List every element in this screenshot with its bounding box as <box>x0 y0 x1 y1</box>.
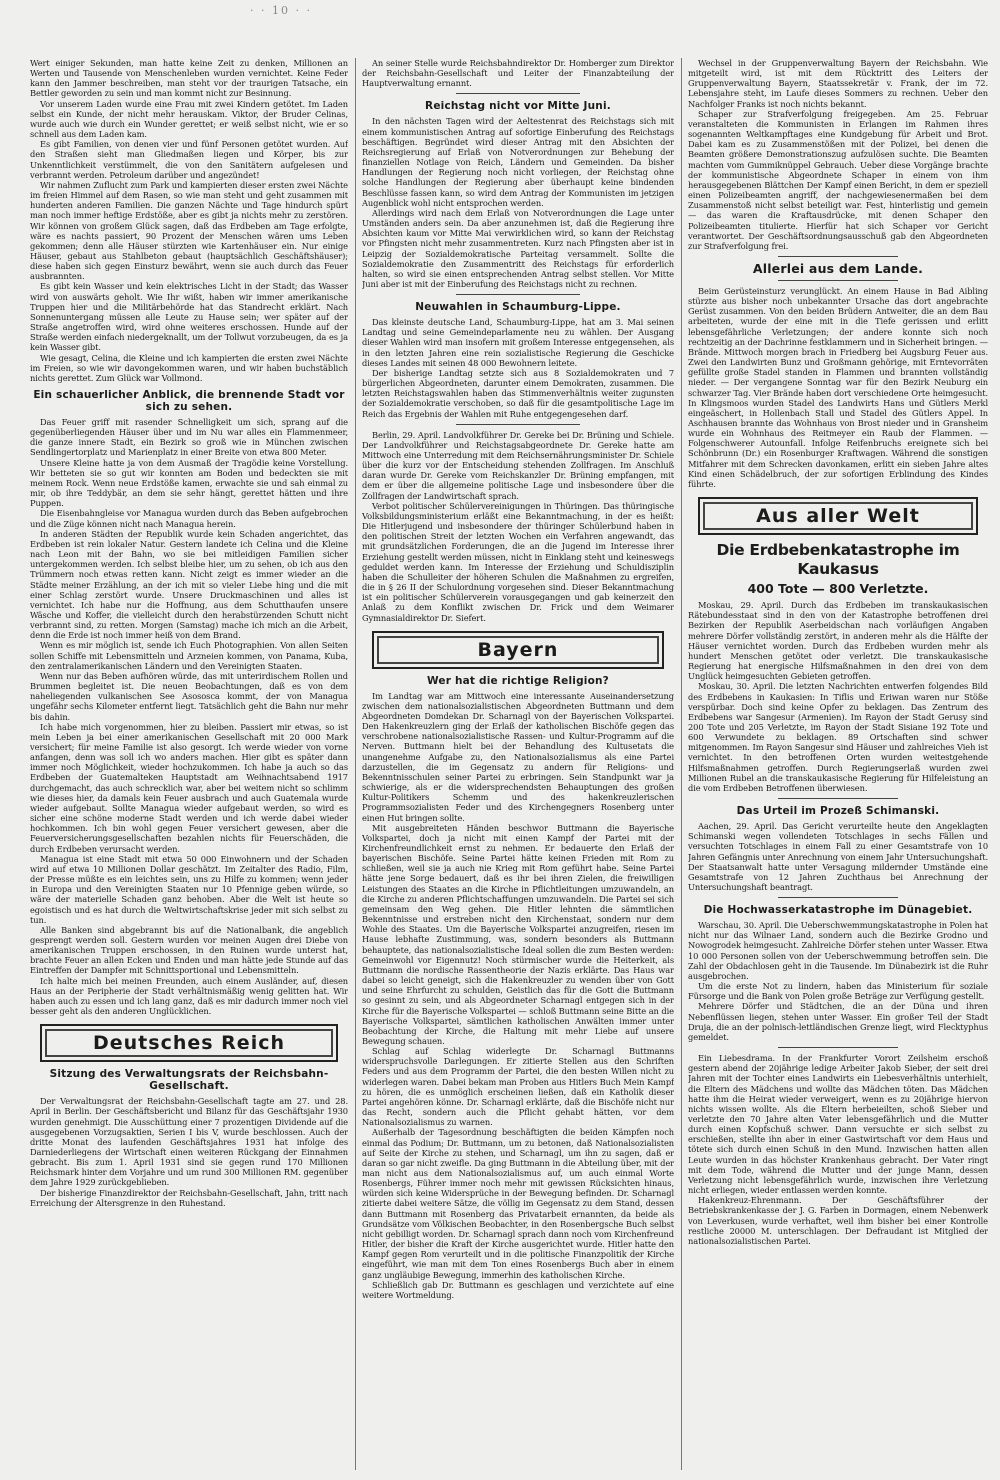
article-paragraph: Das Feuer griff mit rasender Schnelligkeit um sich, sprang auf die gegenüberliegenden Häuser über und im Nu war alles ein Flammenmeer, die ganze innere Stadt, ein Bezirk so groß wie in München zwischen Sendlingertorplatz und Marienplatz in einer Breite von etwa 800 Meter. <box>30 417 348 458</box>
article-paragraph: Die Eisenbahngleise vor Managua wurden durch das Beben aufgebrochen und die Züge können nicht nach Managua herein. <box>30 508 348 529</box>
article-paragraph: In den nächsten Tagen wird der Aeltestenrat des Reichstags sich mit einem kommunistischen Antrag auf sofortige Einberufung des Reichstags beschäftigen. Begründet wird dieser Antrag mit den Absichten der Reichsregierung auf Erlaß von Notverordnungen zur Behebung der finanziellen Notlage von Reich, Ländern und Gemeinden. Da bisher Handlungen der Regierung noch nicht vorliegen, der Reichstag ohne solche Handlungen der Regierung aber überhaupt keine bindenden Beschlüsse fassen kann, so wird dem Antrag der Kommunisten im jetzigen Augenblick wohl nicht entsprochen werden. <box>362 116 674 208</box>
divider <box>456 294 581 295</box>
column-3 <box>688 58 988 1470</box>
article-paragraph: Außerhalb der Tagesordnung beschäftigten die beiden Kämpfen noch einmal das Podium; Dr. Buttmann, um zu betonen, daß Nationalsozialisten auf Seite der Kirche zu stehen, und Scharnagl, um ihn zu sagen, daß er daran so gar nicht zweifle. Da ging Buttmann in die Abteilung über, mit der man nicht aus dem Nationalsozialismus auf, um auch einmal Worte Rosenbergs, Führer immer noch mehr mit gewissen Rücksichten hinaus, würden sich keine Widersprüche in der Bewegung befinden. Dr. Scharnagl zitierte dabei weitere Sätze, die völlig im Gegensatz zu dem Stand, dessen dann Buttmann mit Rosenberg das Privatarbeit ernannten, da beide als Grundsätze vom Völkischen Beobachter, in den Rosenbergsche Buch selbst nicht gebilligt worden. Dr. Scharnagl sprach dann noch vom Kirchenfreund Hitler, der bisher die Kraft der Kirche ausgerichtet wurde. Hitler hatte den Kampf gegen Rom verurteilt und in die politische Finanzpolitik der Kirche eingeführt, wie man mit dem Ton eines Rosenbergs Buch aber in einem ganz ungläubige Bewegung, immerhin des katholischen Kirche. <box>362 1127 674 1280</box>
article-paragraph: Wechsel in der Gruppenverwaltung Bayern der Reichsbahn. Wie mitgeteilt wird, ist mit dem Rücktritt des Leiters der Gruppenverwaltung Bayern, Staatssekretär v. Frank, der im 72. Lebensjahre steht, im Laufe dieses Sommers zu rechnen. Ueber den Nachfolger Franks ist noch nichts bekannt. <box>688 58 988 109</box>
divider <box>778 1047 898 1048</box>
column-rule-2 <box>681 58 682 1470</box>
article-paragraph: Wir nahmen Zuflucht zum Park und kampierten dieser ersten zwei Nächte im freien Himmel auf dem Rasen, so wie man steht und geht zusammen mit hunderten anderen Familien. Die ganzen Nächte und Tage hindurch spürt man noch immer heftige Erdstöße, aber es gibt ja nichts mehr zu zerstören. Wir können von großem Glück sagen, daß das Erdbeben am Tage erfolgte, wäre es nachts passiert, 90 Prozent der Menschen wären ums Leben gekommen; denn alle Häuser stürzten wie Kartenhäuser ein. Nur einige Häuser, gebaut aus Stahlbeton gebaut (hauptsächlich Geschäftshäuser); diese haben sich gegen Einsturz bewährt, wenn sie auch durch das Feuer ausbrannten. <box>30 179 348 282</box>
subheading: Das Urteil im Prozeß Schimanski. <box>736 805 940 818</box>
article-paragraph: Es gibt Familien, von denen vier und fünf Personen getötet wurden. Auf den Straßen sieht man Gliedmaßen liegen und Körper, bis zur Unkenntlichkeit verstümmelt, die von den Sanitätern aufgelesen und verbrannt werden. Petroleum darüber und angezündet! <box>30 139 348 180</box>
article-paragraph: Berlin, 29. April. Landvolkführer Dr. Gereke bei Dr. Brüning und Schiele. Der Landvolkführer und Reichstagsabgeordnete Dr. Gereke hatte am Mittwoch eine Unterredung mit dem Reichsernährungsminister Dr. Schiele über die kurz vor der Entscheidung stehenden Zollfragen. Im Anschluß daran wurde Dr. Gereke vom Reichskanzler Dr. Brüning empfangen, mit dem er über die allgemeine politische Lage und insbesondere über die Zollfragen der Landwirtschaft sprach. <box>362 429 674 501</box>
article-paragraph: Der bisherige Landtag setzte sich aus 8 Sozialdemokraten und 7 bürgerlichen Abgeordneten, darunter einem Demokraten, zusammen. Die letzten Reichstagswahlen haben das Stimmenverhältnis weiter zugunsten der Sozialdemokratie verschoben, so daß für die gesamtpolitische Lage im Reich das Ergebnis der Wahlen mit Ruhe entgegengesehen darf. <box>362 367 674 419</box>
divider <box>778 798 898 799</box>
article-paragraph: Unsere Kleine hatte ja von dem Ausmaß der Tragödie keine Vorstellung. Wir betteten sie so gut wir konnten am Boden und bedeckten sie mit meinem Rock. Wenn neue Erdstöße kamen, erwachte sie und sah einmal zu mir, ob ihre Teddybär, an dem sie sehr hängt, gerettet hätten und ihre Puppen. <box>30 457 348 509</box>
article-paragraph: Um die erste Not zu lindern, haben das Ministerium für soziale Fürsorge und die Bank von Polen große Beträge zur Verfügung gestellt. <box>688 981 988 1002</box>
article-paragraph: Wert einiger Sekunden, man hatte keine Zeit zu denken, Millionen an Werten und Tausende von Menschenleben wurden vernichtet. Keine Feder kann den Jammer beschreiben, man steht vor der traurigen Tatsache, ein Bettler geworden zu sein und man kommt nicht zur Besinnung. <box>30 58 348 99</box>
section-banner: Deutsches Reich <box>40 1024 338 1062</box>
divider <box>456 424 581 425</box>
article-paragraph: Das kleinste deutsche Land, Schaumburg-Lippe, hat am 3. Mai seinen Landtag und seine Gemeindeparlamente neu zu wählen. Der Ausgang dieser Wahlen wird man insofern mit großem Interesse entgegensehen, als in den letzten Jahren eine rein sozialistische Regierung die Geschicke dieses Landes mit seinen 48 000 Bewohnern leitete. <box>362 317 674 368</box>
page-header-mark: · · 10 · · <box>250 4 312 17</box>
article-paragraph: Warschau, 30. April. Die Ueberschwemmungskatastrophe in Polen hat nicht nur das Wilnaer Land, sondern auch die Bezirke Grodno und Nowogrodek heimgesucht. Zahlreiche Dörfer stehen unter Wasser. Etwa 10 000 Personen sollen von der Ueberschwemmung betroffen sein. Die Zahl der Obdachlosen geht in die Tausende. Im Dünabezirk ist die Ruhr ausgebrochen. <box>688 920 988 981</box>
subheading: Reichstag nicht vor Mitte Juni. <box>425 100 611 113</box>
article-paragraph: In anderen Städten der Republik wurde kein Schaden angerichtet, das Erdbeben ist rein lokaler Natur. Gestern landete ich Celina und die Kleine nach Leon mit der Bahn, wo sie bei mitleidigen Familien sicher untergekommen werden. Ich selbst bleibe hier, um zu sehen, ob ich aus den Trümmern noch etwas retten kann. Nicht zeigt es immer wieder an die Städte meiner Erzählung, an der ich mit so vieler Liebe hing und die mit einer Schlag zerstört wurde. Unsere Druckmaschinen und alles ist vernichtet. Ich habe nur die Hoffnung, aus dem Schutthaufen unsere Wäsche und Koffer, die vielleicht durch den herabstürzenden Schutt nicht verbrannt sind, zu retten. Morgen (Samstag) mache ich mich an die Arbeit, denn die Erde ist noch immer heiß von dem Brand. <box>30 528 348 641</box>
section-banner: Aus aller Welt <box>698 497 978 535</box>
col1-paragraphs-2 <box>30 417 348 1016</box>
column-2 <box>362 58 674 1470</box>
article-paragraph: Wie gesagt, Celina, die Kleine und ich kampierten die ersten zwei Nächte im Freien, so wie wir davongekommen waren, und wir haben buchstäblich nichts gerettet. Zum Glück war Vollmond. <box>30 352 348 383</box>
article-paragraph: Aachen, 29. April. Das Gericht verurteilte heute den Angeklagten Schimanski wegen vollendeten Totschlages in sechs Fällen und versuchten Totschlages in einem Fall zu einer Gesamtstrafe von 10 Jahren Gefängnis unter Anrechnung von einem Jahr Untersuchungshaft. Der Staatsanwalt hatte unter Versagung mildernder Umstände eine Gesamtstrafe von 12 Jahren Zuchthaus bei Anrechnung der Untersuchungshaft beantragt. <box>688 821 988 892</box>
article-paragraph: Wenn es mir möglich ist, sende ich Euch Photographien. Von allen Seiten sollen Schiffe mit Lebensmitteln und Arzneien kommen, von Panama, Kuba, den zentralamerikanischen Ländern und den Vereinigten Staaten. <box>30 640 348 671</box>
divider <box>456 93 581 94</box>
article-paragraph: Ich halte mich bei meinen Freunden, auch einem Ausländer, auf, diesen Haus an der Peripherie der Stadt verhältnismäßig wenig gelitten hat. Wir haben auch zu essen und ich lang ganz, daß es mir dadurch immer noch viel besser geht als den anderen Unglücklichen. <box>30 975 348 1017</box>
article-paragraph: Verbot politischer Schülervereinigungen in Thüringen. Das thüringische Volksbildungsministerium erläßt eine Bekanntmachung, in der es heißt: Die Hitlerjugend und insbesondere der thüringer Schülerbund haben in den politischen Streit der letzten Wochen ein Verfahren angewandt, das mit grundsätzlichen Forderungen, die an die Jugend im Interesse ihrer Erziehung gestellt werden müssen, nicht in Einklang steht und keineswegs geduldet werden kann. Im Interesse der Erziehung und Schuldisziplin haben die Schulleiter der höheren Schulen die Maßnahmen zu ergreifen, die in § 26 II der Schulordnung vorgesehen sind. Dieser Bekanntmachung ist ein politischer Schülerverein vorausgegangen und gab keinerzeit den Anlaß zu dem Konflikt zwischen Dr. Frick und dem Weimarer Gymnasialdirektor Dr. Siefert. <box>362 500 674 623</box>
article-paragraph: Managua ist eine Stadt mit etwa 50 000 Einwohnern und der Schaden wird auf etwa 10 Millionen Dollar geschätzt. Im Zeitalter des Radio, Film, der Presse müßte es ein leichtes sein, uns zu Hilfe zu kommen; wenn jeder in Europa und den Vereinigten Staaten nur 10 Pfennige geben würde, so wäre der materielle Schaden ganz behoben. Aber die Welt ist heute so egoistisch und es hat durch die Weltwirtschaftskrise jeder mit sich selbst zu tun. <box>30 853 348 925</box>
divider <box>778 256 898 257</box>
article-paragraph: Schaper zur Strafverfolgung freigegeben. Am 25. Februar veranstalteten die Kommunisten in Erlangen im Rahmen ihres sogenannten Weltkampftages eine Kundgebung für Arbeit und Brot. Dabei kam es zu Zusammenstößen mit der Polizei, bei denen die Beamten größere Demonstrationszug aufzulösen suchte. Die Beamten machten vom Gummiknüppel Gebrauch. Ueber diese Vorgänge brachte der kommunistische Abgeordnete Schaper in einem von ihm herausgegebenen Blättchen Der Kampf einen Bericht, in dem er speziell einen Polizeibeamten angriff, der nachgewiesenermaßen bei dem Zusammenstoß nicht selbst beteiligt war. Fest, hinterlistig und gemein — das waren die Kraftausdrücke, mit denen Schaper den Polizeibeamten titulierte. Hierfür hat sich Schaper vor Gericht verantwortet. Der Geschäftsordnungsausschuß gab den Abgeordneten zur Strafverfolgung frei. <box>688 108 988 251</box>
column-rule-1 <box>355 58 356 1470</box>
article-paragraph: Mit ausgebreiteten Händen beschwor Buttmann die Bayerische Volkspartei, doch ja nicht mit einen Kampf der Partei mit der Kirchenfreundlichkeit ernst zu nehmen. Er bedauerte den Erlaß der bayerischen Bischöfe. Seine Partei hätte keinen Frieden mit Rom zu schließen, weil sie ja auch nie Krieg mit Rom geführt habe. Seine Partei hätte jene Sorge bedauert, daß es ihr bei ihren Zielen, die freiwilligen Leistungen des Staates an die Kirche in Pflichtleitungen umzuwandeln, an die Kirche zu anderen Pflichtschaffungen umzuwandeln. Die Partei sei sich gemeinsam den Weg gehen. Die Hitler lehnten die sämmtlichen Bekenntnisse und erstreben nicht den Kirchenstaat, sondern nur dem Wohle des Staates. Um die Bayerische Volkspartei anzugreifen, riesen im Hause lebhafte Zustimmung, was, sondern besonders als Buttmann behauptete, das nationalsozialistische Ideal sollen die zum Besten werden: Gemeinwohl vor Eigennutz! Noch stürmischer wurde die Heiterkeit, als Buttmann die nordische Rassentheorie der Nazis erklärte. Das Haus war dabei so leicht geneigt, sich die Hakenkreuzler zu wenden über von Gott und seine Ehrfurcht zu schulden, Geistlich das für die Gott die Buttmann so gesinnt zu sein, und als Abgeordneter Scharnagl entgegen sich in der Kirche für die Bayerische Volkspartei — schloß Buttmann seine Bitte an die Bayerische Volkspartei, sämtlichen katholischen Anwälten immer unter Beobachtung der Kirche, die Haltung mit mehr Liebe auf unsere Bewegung schauen. <box>362 822 674 1046</box>
subheading: Ein schauerlicher Anblick, die brennende Stadt vor sich zu sehen. <box>33 389 345 413</box>
article-paragraph: Allerdings wird nach dem Erlaß von Notverordnungen die Lage unter Umständen anders sein. Da aber anzunehmen ist, daß die Regierung ihre Absichten kaum vor Mitte Mai verwirklichen wird, so kann der Reichstag vor Pfingsten nicht mehr zusammentreten. Kurz nach Pfingsten aber ist in Leipzig der Sozialdemokratische Parteitag versammelt. Sollte die Sozialdemokratie den Zusammentritt des Reichstags für erforderlich halten, so wird sie einen entsprechenden Antrag selbst stellen. Vor Mitte Juni aber ist mit der Einberufung des Reichstags nicht zu rechnen. <box>362 207 674 289</box>
article-paragraph: Moskau, 29. April. Durch das Erdbeben im transkaukasischen Rätebundesstaat sind in den von der Katastrophe betroffenen drei Bezirken der Republik Aserbeidschan nach vorläufigen Angaben mehrere Dörfer vollständig zerstört, in anderen mehr als die Hälfte der Häuser vernichtet worden. Durch das Erdbeben wurden mehr als hundert Menschen getötet oder verletzt. Die transkaukasische Regierung hat energische Hilfsmaßnahmen in den drei von dem Unglück heimgesuchten Gebieten getroffen. <box>688 600 988 682</box>
col1-paragraphs <box>30 58 348 383</box>
headline: Die Erdbebenkatastrophe im Kaukasus <box>716 541 960 579</box>
article-paragraph: Der Verwaltungsrat der Reichsbahn-Gesellschaft tagte am 27. und 28. April in Berlin. Der Geschäftsbericht und Bilanz für das Geschäftsjahr 1930 wurden genehmigt. Die Ausschüttung einer 7 prozentigen Dividende auf die ausgegebenen Vorzugsaktien, Serien I bis V, wurde beschlossen. Auch der dritte Monat des laufenden Geschäftsjahres 1931 hat infolge des Darniederliegens der Wirtschaft einen weiteren Rückgang der Einnahmen gebracht. Bis zum 1. April 1931 sind sie gegen rund 170 Millionen Reichsmark hinter dem Vorjahre und um rund 300 Millionen RM. gegenüber dem Jahre 1929 zurückgeblieben. <box>30 1096 348 1188</box>
article-paragraph: Schlag auf Schlag widerlegte Dr. Scharnagl Buttmanns widerspruchsvolle Darlegungen. Er zitierte Stellen aus den Schriften Feders und aus dem Programm der Partei, die den besten Willen nicht zu widerlegen waren. Dabei bekam man Proben aus Hitlers Buch Mein Kampf zu hören, die es unmöglich erscheinen ließen, daß ein Katholik dieser Partei angehören könne. Dr. Scharnagl erklärte, daß die Bischöfe nicht nur das Recht, sondern auch die Pflicht gehabt hätten, vor dem Nationalsozialismus zu warnen. <box>362 1046 674 1128</box>
article-paragraph: Der bisherige Finanzdirektor der Reichsbahn-Gesellschaft, Jahn, tritt nach Erreichung der Altersgrenze in den Ruhestand. <box>30 1187 348 1208</box>
article-paragraph: Moskau, 30. April. Die letzten Nachrichten entwerfen folgendes Bild des Erdbebens in Kaukasien: In Tiflis und Eriwan waren nur Stöße verspürbar. Doch sind keine Opfer zu beklagen. Das Zentrum des Erdbebens war Sangesur (Armenien). Im Rayon der Stadt Gerusy sind 200 Tote und 205 Verletzte, im Rayon der Stadt Sisiane 192 Tote und 600 Verwundete zu beklagen. 89 Ortschaften sind schwer mitgenommen. Im Rayon Sangesur sind Häuser und zahlreiches Vieh ist vernichtet. In den betroffenen Orten wurden weitestgehende Hilfsmaßnahmen getroffen. Durch Regierungserlaß wurden zwei Millionen Rubel an die transkaukasische Regierung für Hilfeleistung an die vom Erdbeben Betroffenen überwiesen. <box>688 681 988 793</box>
article-paragraph: Im Landtag war am Mittwoch eine interessante Auseinandersetzung zwischen dem nationalsozialistischen Abgeordneten Buttmann und dem Abgeordneten Domdekan Dr. Scharnagl von der Bayerischen Volkspartei. Den Hakenkreuzlern ging der Erlaß der katholischen Bischöfe gegen das verschrobene nationalsozialistische Rassen- und Kultur-Programm auf die Nerven. Buttmann hielt bei der Behandlung des Kultusetats die unangenehme Aufgabe zu, den Nationalsozialismus als eine Partei darzustellen, die im Gegensatz zu andern für Religions- und Bekenntnisschulen seiner Partei zu erbringen. Sein Standpunkt war ja schwierige, als er die widersprechendsten Behauptungen des großen Kultur-Politikers Schemm und des hakenkreuzlerischen Programmsozialisten Feder und des Kirchengegners Rosenberg unter einen Hut bringen sollte. <box>362 690 674 823</box>
article-paragraph: Ein Liebesdrama. In der Frankfurter Vorort Zeilsheim erschoß gestern abend der 20jährige ledige Arbeiter Jakob Sieber, der seit drei Jahren mit der Tochter eines Landwirts ein Liebesverhältnis unterhielt, die Eltern des Mädchens und wollte das Mädchen töten. Das Mädchen hatte ihm die Heirat wieder verweigert, wenn es zu 20jährige hiervon nichts wissen wollte. Als die Eltern herbeieilten, schoß Sieber und verletzte den 70 Jahre alten Vater lebensgefährlich und die Mutter durch einen Kopfschuß schwer. Dann versuchte er sich selbst zu erschießen, stellte ihn aber in einer Gastwirtschaft vor dem Haus und tötete sich durch einen Schuß in den Mund. Inzwischen hatten allen Leute wurden in das höchster Krankenhaus gebracht. Der Vater ringt mit dem Tode, während die Mutter und der junge Mann, dessen Verletzung nicht lebensgefährlich wurde, inzwischen ihre Verletzung nicht erliegen, wieder entlassen werden konnte. <box>688 1053 988 1196</box>
column-1 <box>30 58 348 1470</box>
article-paragraph: Mehrere Dörfer und Städtchen, die an der Düna und ihren Nebenflüssen liegen, stehen unter Wasser. Ein großer Teil der Stadt Druja, die an der polnisch-lettländischen Grenze liegt, wird Flecktyphus gemeldet. <box>688 1001 988 1042</box>
subheading: Wer hat die richtige Religion? <box>427 674 609 687</box>
subheading: Neuwahlen in Schaumburg-Lippe. <box>415 301 621 314</box>
article-paragraph: Beim Gerüsteinsturz verunglückt. An einem Hause in Bad Aibling stürzte aus bisher noch unbekannter Ursache das dort angebrachte Gerüst zusammen. Von den beiden Brüdern Antweiter, die an dem Bau arbeiteten, wurde der eine mit in die Tiefe gerissen und erlitt lebensgefährliche Verletzungen; der andere konnte sich noch rechtzeitig an der Dachrinne festklammern und in Sicherheit bringen. — Brände. Mittwoch morgen brach in Friedberg bei Augsburg Feuer aus. Zwei den Landwirten Bunz und Großmann gehörige, mit Erntevorräten gefüllte große Stadel standen in Flammen und brannten vollständig nieder. — Der vergangene Sonntag war für den Bezirk Neuburg ein schwarzer Tag. Vier Brände haben dort verschiedene Orte heimgesucht. In Klingsmoos wurden Stadel des Landwirts Hans und Gütlers Merkl eingeäschert, in Hollenbach Stall und Stadel des Gütlers Appel. In Aschhausen brannte das Wohnhaus von Brost nieder und in Gransheim wurde ein Wohnhaus des Reitmeyer ein Raub der Flammen. — Folgenschwerer Autounfall. Infolge Reifenbruchs ereignete sich bei Schönbrunn (Dr.) ein Rosenburger Kraftwagen. Während die sonstigen Mitfahrer mit dem Schrecken davonkamen, erlitt ein sieben Jahre altes Kind einen Schädelbruch, der zur sofortigen Erblindung des Kindes führte. <box>688 285 988 489</box>
section-banner: Bayern <box>372 631 664 669</box>
subheading: Allerlei aus dem Lande. <box>752 260 924 276</box>
subheading: Sitzung des Verwaltungsrats der Reichsbahn-Gesellschaft. <box>49 1068 329 1093</box>
subheadline: 400 Tote — 800 Verletzte. <box>747 581 929 597</box>
article-paragraph: Ich habe mich vorgenommen, hier zu bleiben. Passiert mir etwas, so ist mein Leben ja bei einer amerikanischen Gesellschaft mit 20 000 Mark versichert; für meine Familie ist also gesorgt. Ich werde wieder von vorne anfangen, denn was soll ich wo anders machen. Hier gibt es später dann immer noch Möglichkeit, wieder hochzukommen. Ich habe ja auch so das Erdbeben der Guatemalteken Hauptstadt am Weihnachtsabend 1917 durchgemacht, das auch schrecklich war, aber bei weitem nicht so schlimm wie dieses hier, da damals kein Feuer ausbrach und auch Guatemala wurde wieder aufgebaut. Sollte Managua wieder aufgebaut werden, so wird es sicher eine schöne moderne Stadt werden und ich werde dabei wieder hochkommen. Ich bin wohl gegen Feuer versichert gewesen, aber die Feuerversicherungsgesellschaften bezahlen nichts für Feuerschäden, die durch Erdbeben verursacht werden. <box>30 721 348 854</box>
article-paragraph: An seiner Stelle wurde Reichsbahndirektor Dr. Homberger zum Direktor der Reichsbahn-Gesellschaft und Leiter der Finanzabteilung der Hauptverwaltung ernannt. <box>362 58 674 89</box>
article-paragraph: Alle Banken sind abgebrannt bis auf die Nationalbank, die angeblich gesprengt werden soll. Gestern wurden vor meinen Augen drei Diebe von amerikanischen Truppen erschossen, in den Ruinen wurde unterst hat, brachte Feuer an allen Ecken und Enden und man hätte jede Stunde auf das Eintreffen der Dampfer mit Schnittsportional und Lebensmitteln. <box>30 924 348 976</box>
article-paragraph: Es gibt kein Wasser und kein elektrisches Licht in der Stadt; das Wasser wird von auswärts geholt. Wie Ihr wißt, haben wir immer amerikanische Truppen hier und die Militärbehörde hat das Standrecht erklärt. Nach Sonnenuntergang müssen alle Leute zu Hause sein; wer später auf der Straße angetroffen wird, wird ohne weiteres erschossen. Hunde auf der Straße werden einfach niedergeknallt, um der Tollwut vorzubeugen, da es ja kein Wasser gibt. <box>30 281 348 353</box>
article-paragraph: Vor unserem Laden wurde eine Frau mit zwei Kindern getötet. Im Laden selbst ein Kunde, der nicht mehr herauskam. Viktor, der Bruder Celinas, wurde auch wie durch ein Wunder gerettet; er weiß selbst nicht, wie er so schnell aus dem Laden kam. <box>30 98 348 140</box>
subheading: Die Hochwasserkatastrophe im Dünagebiet. <box>703 904 973 917</box>
article-paragraph: Hakenkreuz-Ehrenmann. Der Geschäftsführer der Betriebskrankenkasse der J. G. Farben in Dormagen, einem Nebenwerk von Leverkusen, wurde verhaftet, weil ihm bisher bei einer Kontrolle restliche 20000 M. unterschlagen. Der Defraudant ist Mitglied der nationalsozialistischen Partei. <box>688 1195 988 1246</box>
article-paragraph: Schließlich gab Dr. Buttmann es geschlagen und verzichtete auf eine weitere Wortmeldung. <box>362 1279 674 1300</box>
article-paragraph: Wenn nur das Beben aufhören würde, das mit unterirdischem Rollen und Brummen begleitet ist. Die neuen Beobachtungen, daß es von dem naheliegenden vulkanischen See Asososca kommt, der von Managua ungefähr sechs Kilometer entfernt liegt. Tatsächlich geht die Bahn nur mehr bis dahin. <box>30 670 348 722</box>
divider <box>778 280 898 281</box>
divider <box>778 897 898 898</box>
